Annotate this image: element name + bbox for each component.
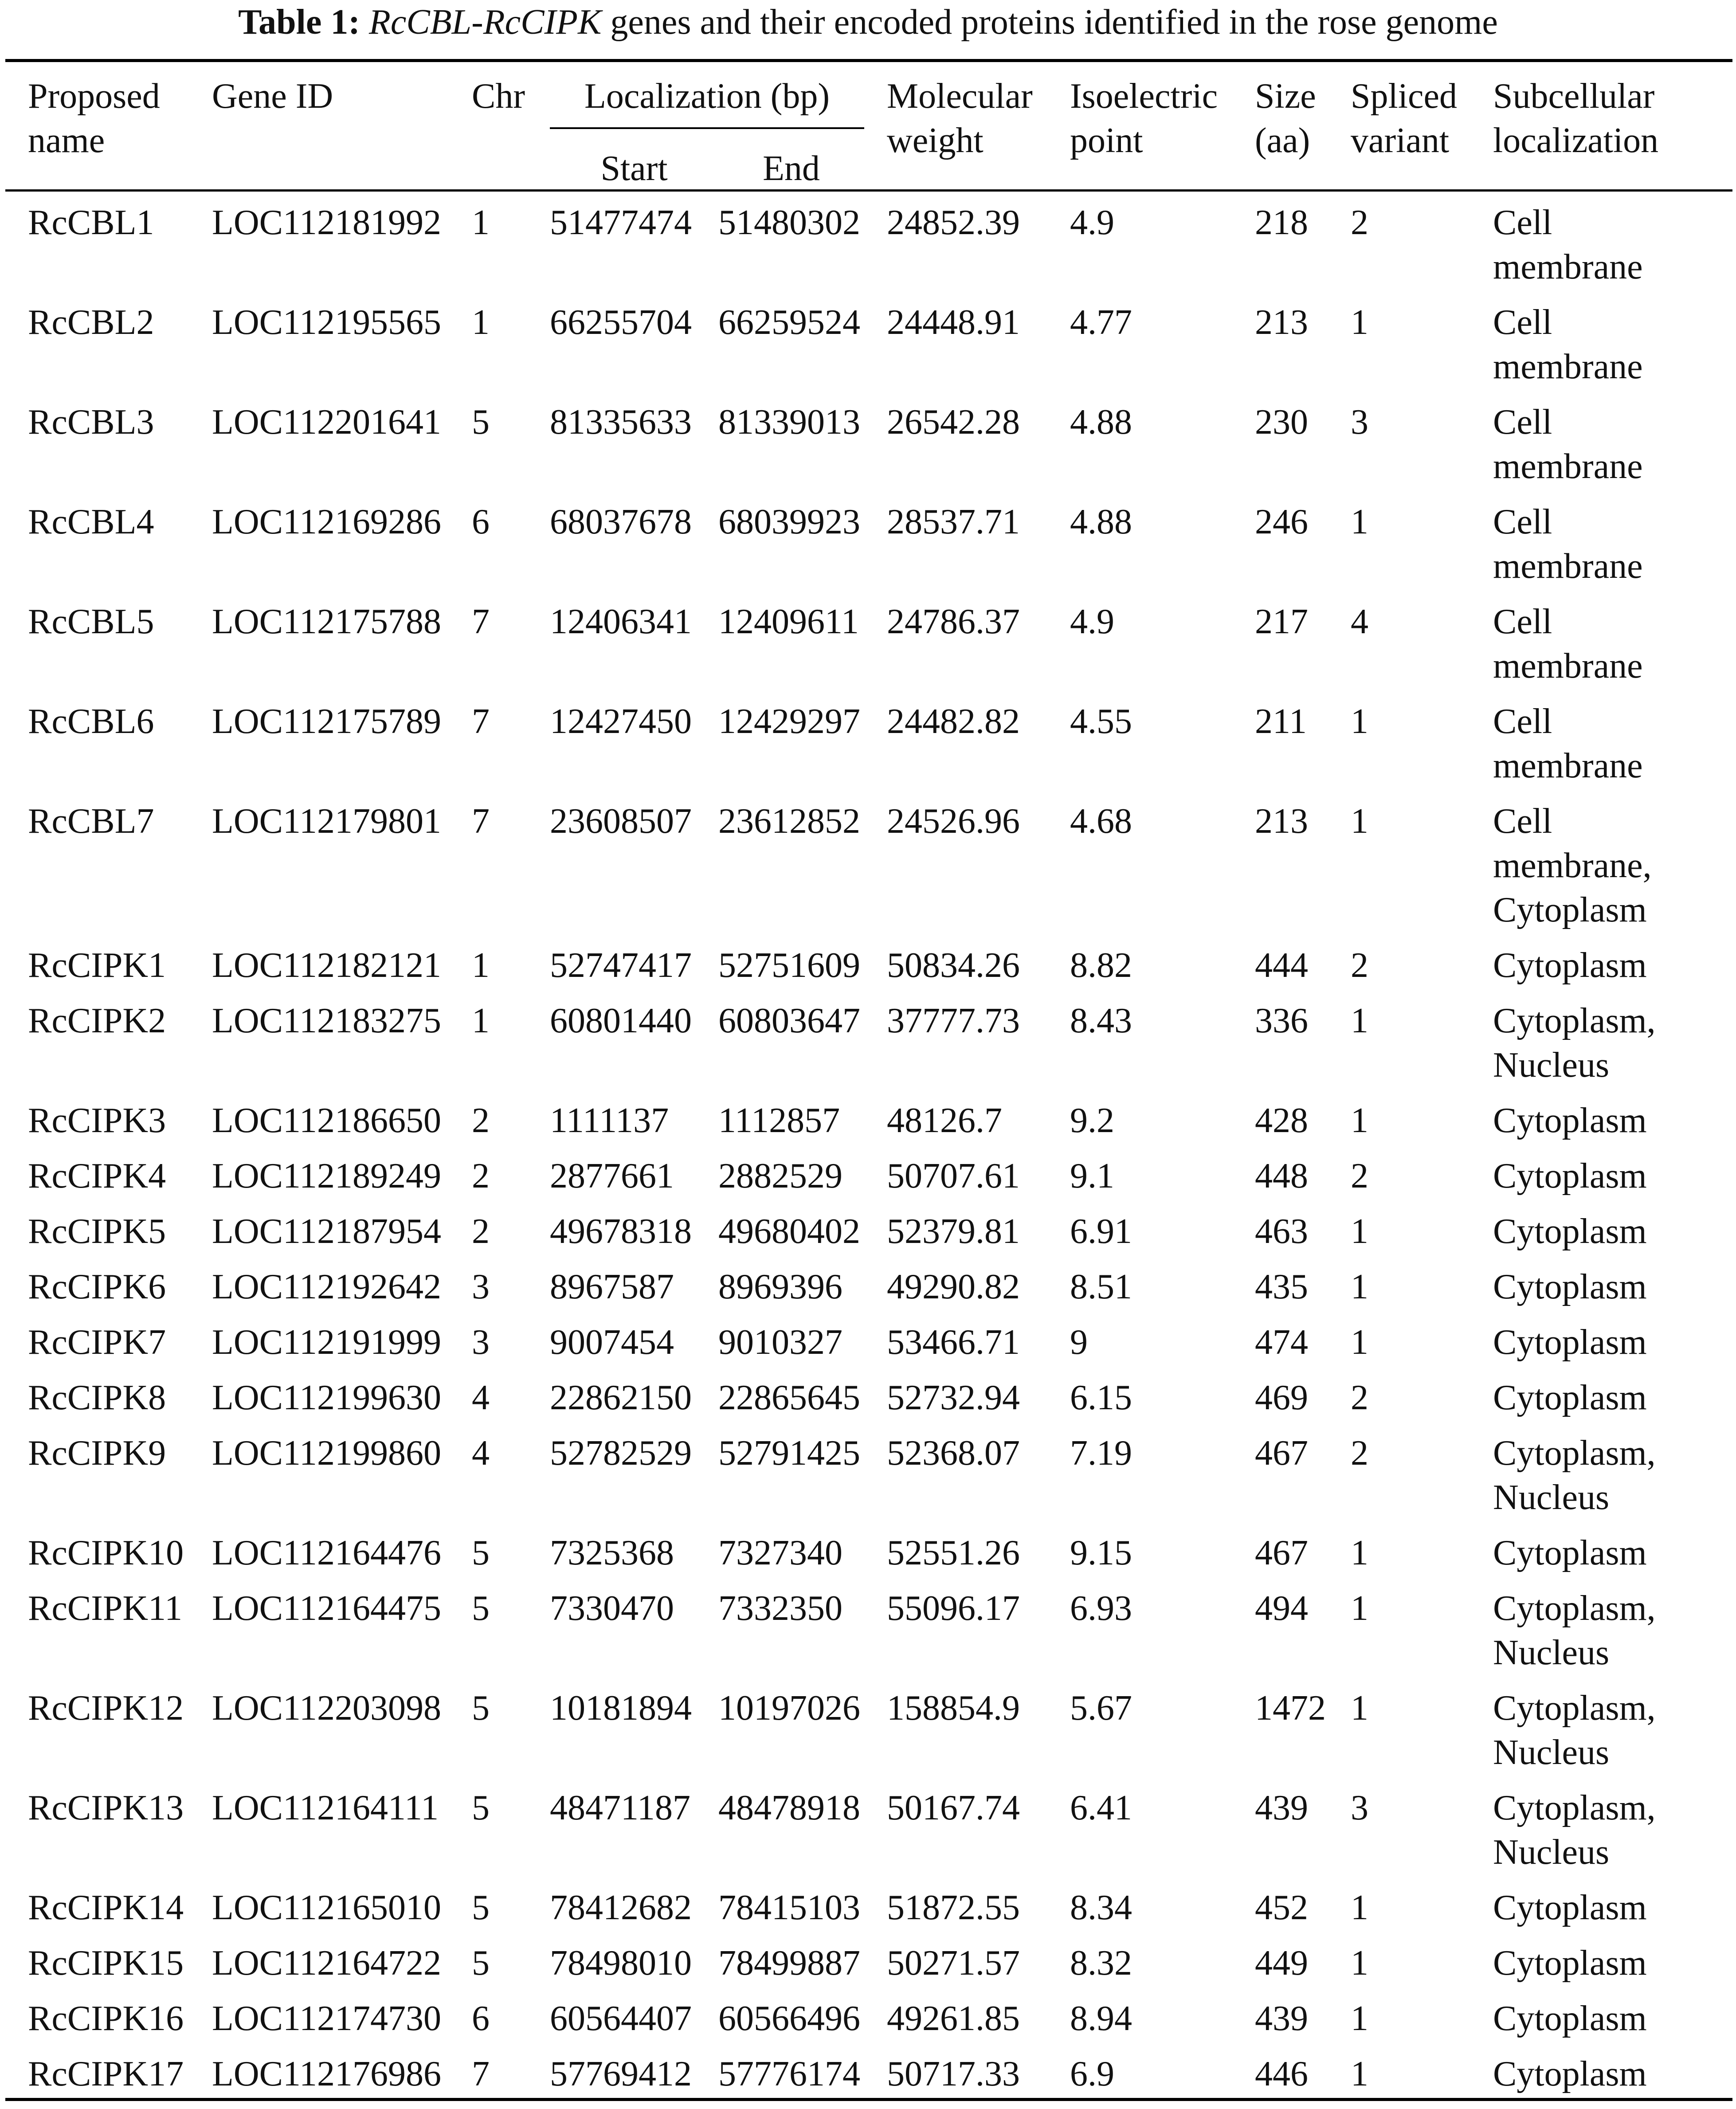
cell-end: 60803647	[718, 1001, 860, 1040]
cell-start: 1111137	[550, 1101, 669, 1140]
cell-gene: LOC112187954	[212, 1212, 442, 1251]
cell-size: 213	[1255, 802, 1308, 841]
cell-mw: 51872.55	[887, 1888, 1020, 1927]
cell-name: RcCIPK4	[28, 1156, 166, 1196]
header-chr: Chr	[472, 77, 525, 116]
header-size-line2: (aa)	[1255, 121, 1310, 160]
cell-size: 494	[1255, 1589, 1308, 1628]
cell-name: RcCIPK13	[28, 1788, 184, 1827]
header-start: Start	[600, 149, 668, 188]
cell-pi: 4.77	[1070, 303, 1132, 342]
cell-name: RcCBL2	[28, 303, 154, 342]
cell-gene: LOC112192642	[212, 1267, 442, 1306]
cell-size: 444	[1255, 946, 1308, 985]
cell-spliced: 1	[1351, 502, 1368, 541]
cell-start: 12406341	[550, 602, 692, 641]
cell-gene: LOC112164475	[212, 1589, 442, 1628]
cell-size: 336	[1255, 1001, 1308, 1040]
cell-spliced: 1	[1351, 1212, 1368, 1251]
cell-gene: LOC112165010	[212, 1888, 442, 1927]
cell-mw: 50707.61	[887, 1156, 1020, 1196]
cell-chr: 7	[472, 702, 490, 741]
header-isoelectric-point	[1070, 74, 1218, 163]
cell-chr: 4	[472, 1378, 490, 1417]
cell-size: 452	[1255, 1888, 1308, 1927]
cell-sub: Cell membrane	[1493, 403, 1643, 486]
cell-gene: LOC112183275	[212, 1001, 442, 1040]
cell-end: 51480302	[718, 203, 860, 242]
cell-spliced: 2	[1351, 203, 1368, 242]
header-size	[1255, 74, 1316, 163]
cell-end: 57776174	[718, 2054, 860, 2093]
cell-mw: 24852.39	[887, 203, 1020, 242]
cell-start: 51477474	[550, 203, 692, 242]
cell-size: 474	[1255, 1323, 1308, 1362]
cell-end: 81339013	[718, 403, 860, 442]
cell-gene: LOC112176986	[212, 2054, 442, 2093]
cell-sub: Cytoplasm	[1493, 1888, 1647, 1927]
cell-gene: LOC112203098	[212, 1689, 442, 1728]
header-name-line2: name	[28, 121, 105, 160]
header-sub-line1: Subcellular	[1493, 77, 1655, 116]
cell-start: 23608507	[550, 802, 692, 841]
cell-end: 48478918	[718, 1788, 860, 1827]
cell-spliced: 1	[1351, 1999, 1368, 2038]
cell-sub: Cell membrane	[1493, 203, 1643, 286]
cell-chr: 4	[472, 1434, 490, 1473]
cell-mw: 50271.57	[887, 1944, 1020, 1983]
cell-gene: LOC112179801	[212, 802, 442, 841]
cell-mw: 55096.17	[887, 1589, 1020, 1628]
cell-size: 467	[1255, 1434, 1308, 1473]
cell-size: 446	[1255, 2054, 1308, 2093]
header-size-line1: Size	[1255, 77, 1316, 116]
cell-pi: 8.82	[1070, 946, 1132, 985]
cell-chr: 2	[472, 1101, 490, 1140]
cell-mw: 48126.7	[887, 1101, 1002, 1140]
cell-pi: 4.88	[1070, 403, 1132, 442]
cell-mw: 53466.71	[887, 1323, 1020, 1362]
header-sub-line2: localization	[1493, 121, 1659, 160]
cell-gene: LOC112181992	[212, 203, 442, 242]
cell-pi: 6.9	[1070, 2054, 1114, 2093]
cell-chr: 6	[472, 1999, 490, 2038]
cell-spliced: 2	[1351, 1156, 1368, 1196]
cell-mw: 50834.26	[887, 946, 1020, 985]
cell-pi: 4.55	[1070, 702, 1132, 741]
cell-name: RcCIPK11	[28, 1589, 183, 1628]
cell-pi: 6.41	[1070, 1788, 1132, 1827]
cell-name: RcCIPK15	[28, 1944, 184, 1983]
cell-spliced: 3	[1351, 403, 1368, 442]
table-caption	[0, 0, 1736, 53]
cell-gene: LOC112164722	[212, 1944, 442, 1983]
cell-mw: 158854.9	[887, 1689, 1020, 1728]
cell-end: 7327340	[718, 1533, 843, 1572]
cell-chr: 6	[472, 502, 490, 541]
cell-end: 68039923	[718, 502, 860, 541]
cell-end: 66259524	[718, 303, 860, 342]
cell-start: 78412682	[550, 1888, 692, 1927]
localization-subrule	[550, 127, 864, 129]
cell-start: 49678318	[550, 1212, 692, 1251]
header-name-line1: Proposed	[28, 77, 160, 116]
cell-chr: 7	[472, 602, 490, 641]
cell-chr: 5	[472, 1689, 490, 1728]
header-pi-line2: point	[1070, 121, 1143, 160]
cell-start: 8967587	[550, 1267, 674, 1306]
cell-chr: 7	[472, 2054, 490, 2093]
header-localization: Localization (bp)	[584, 77, 830, 116]
cell-size: 217	[1255, 602, 1308, 641]
header-mw-line2: weight	[887, 121, 984, 160]
cell-end: 60566496	[718, 1999, 860, 2038]
cell-sub: Cell membrane	[1493, 303, 1643, 386]
cell-size: 213	[1255, 303, 1308, 342]
cell-pi: 9.15	[1070, 1533, 1132, 1572]
cell-pi: 4.9	[1070, 602, 1114, 641]
cell-chr: 5	[472, 1788, 490, 1827]
cell-gene: LOC112164111	[212, 1788, 439, 1827]
cell-size: 435	[1255, 1267, 1308, 1306]
cell-size: 230	[1255, 403, 1308, 442]
cell-mw: 49290.82	[887, 1267, 1020, 1306]
cell-pi: 4.88	[1070, 502, 1132, 541]
cell-start: 12427450	[550, 702, 692, 741]
cell-chr: 1	[472, 203, 490, 242]
cell-pi: 5.67	[1070, 1689, 1132, 1728]
cell-spliced: 1	[1351, 1101, 1368, 1140]
cell-size: 448	[1255, 1156, 1308, 1196]
cell-size: 428	[1255, 1101, 1308, 1140]
header-pi-line1: Isoelectric	[1070, 77, 1218, 116]
cell-pi: 9	[1070, 1323, 1088, 1362]
cell-start: 7330470	[550, 1589, 674, 1628]
cell-sub: Cytoplasm, Nucleus	[1493, 1001, 1656, 1085]
cell-name: RcCIPK1	[28, 946, 166, 985]
header-mw-line1: Molecular	[887, 77, 1033, 116]
cell-mw: 52368.07	[887, 1434, 1020, 1473]
cell-sub: Cytoplasm, Nucleus	[1493, 1434, 1656, 1517]
cell-name: RcCIPK6	[28, 1267, 166, 1306]
cell-gene: LOC112201641	[212, 403, 442, 442]
cell-pi: 7.19	[1070, 1434, 1132, 1473]
header-end: End	[763, 149, 820, 188]
cell-name: RcCBL7	[28, 802, 154, 841]
cell-sub: Cytoplasm	[1493, 1533, 1647, 1572]
cell-gene: LOC112175789	[212, 702, 442, 741]
cell-name: RcCIPK9	[28, 1434, 166, 1473]
cell-sub: Cytoplasm	[1493, 1101, 1647, 1140]
cell-sub: Cytoplasm, Nucleus	[1493, 1788, 1656, 1872]
cell-end: 22865645	[718, 1378, 860, 1417]
cell-mw: 24786.37	[887, 602, 1020, 641]
cell-pi: 9.1	[1070, 1156, 1114, 1196]
cell-spliced: 2	[1351, 1378, 1368, 1417]
cell-pi: 6.91	[1070, 1212, 1132, 1251]
table-bottom-rule	[5, 2098, 1732, 2101]
cell-start: 7325368	[550, 1533, 674, 1572]
cell-end: 12409611	[718, 602, 859, 641]
cell-sub: Cytoplasm	[1493, 1999, 1647, 2038]
cell-end: 12429297	[718, 702, 860, 741]
caption-label: Table 1:	[238, 3, 360, 42]
cell-mw: 24526.96	[887, 802, 1020, 841]
cell-end: 78499887	[718, 1944, 860, 1983]
cell-start: 9007454	[550, 1323, 674, 1362]
cell-sub: Cytoplasm, Nucleus	[1493, 1689, 1656, 1772]
cell-sub: Cytoplasm, Nucleus	[1493, 1589, 1656, 1672]
header-spliced-line1: Spliced	[1351, 77, 1457, 116]
cell-gene: LOC112199860	[212, 1434, 442, 1473]
cell-pi: 4.68	[1070, 802, 1132, 841]
cell-end: 2882529	[718, 1156, 843, 1196]
cell-end: 9010327	[718, 1323, 843, 1362]
cell-spliced: 2	[1351, 946, 1368, 985]
cell-name: RcCIPK2	[28, 1001, 166, 1040]
cell-chr: 5	[472, 1888, 490, 1927]
cell-mw: 26542.28	[887, 403, 1020, 442]
cell-spliced: 1	[1351, 1323, 1368, 1362]
table-top-rule	[5, 59, 1732, 62]
cell-end: 49680402	[718, 1212, 860, 1251]
cell-spliced: 1	[1351, 1267, 1368, 1306]
cell-sub: Cytoplasm	[1493, 1944, 1647, 1983]
cell-sub: Cytoplasm	[1493, 1378, 1647, 1417]
cell-pi: 6.93	[1070, 1589, 1132, 1628]
cell-name: RcCIPK14	[28, 1888, 184, 1927]
cell-chr: 3	[472, 1267, 490, 1306]
cell-start: 10181894	[550, 1689, 692, 1728]
cell-spliced: 1	[1351, 1533, 1368, 1572]
cell-name: RcCBL3	[28, 403, 154, 442]
cell-spliced: 1	[1351, 303, 1368, 342]
cell-sub: Cell membrane	[1493, 602, 1643, 686]
header-molecular-weight	[887, 74, 1033, 163]
cell-mw: 50167.74	[887, 1788, 1020, 1827]
cell-mw: 28537.71	[887, 502, 1020, 541]
cell-chr: 1	[472, 1001, 490, 1040]
cell-size: 439	[1255, 1999, 1308, 2038]
cell-spliced: 3	[1351, 1788, 1368, 1827]
cell-start: 81335633	[550, 403, 692, 442]
cell-start: 66255704	[550, 303, 692, 342]
cell-start: 78498010	[550, 1944, 692, 1983]
cell-sub: Cytoplasm	[1493, 2054, 1647, 2093]
cell-gene: LOC112164476	[212, 1533, 442, 1572]
cell-start: 52782529	[550, 1434, 692, 1473]
cell-size: 246	[1255, 502, 1308, 541]
cell-mw: 52379.81	[887, 1212, 1020, 1251]
cell-spliced: 1	[1351, 1944, 1368, 1983]
cell-gene: LOC112195565	[212, 303, 442, 342]
cell-sub: Cytoplasm	[1493, 946, 1647, 985]
cell-gene: LOC112189249	[212, 1156, 442, 1196]
cell-name: RcCIPK7	[28, 1323, 166, 1362]
cell-name: RcCIPK3	[28, 1101, 166, 1140]
cell-chr: 3	[472, 1323, 490, 1362]
cell-size: 469	[1255, 1378, 1308, 1417]
cell-chr: 2	[472, 1156, 490, 1196]
cell-mw: 24448.91	[887, 303, 1020, 342]
cell-chr: 5	[472, 1589, 490, 1628]
cell-end: 8969396	[718, 1267, 843, 1306]
cell-end: 1112857	[718, 1101, 840, 1140]
cell-spliced: 1	[1351, 802, 1368, 841]
cell-end: 78415103	[718, 1888, 860, 1927]
cell-pi: 8.94	[1070, 1999, 1132, 2038]
cell-end: 7332350	[718, 1589, 843, 1628]
cell-gene: LOC112182121	[212, 946, 442, 985]
cell-sub: Cell membrane, Cytoplasm	[1493, 802, 1652, 929]
cell-sub: Cell membrane	[1493, 702, 1643, 785]
cell-start: 68037678	[550, 502, 692, 541]
cell-pi: 8.32	[1070, 1944, 1132, 1983]
cell-pi: 8.51	[1070, 1267, 1132, 1306]
cell-spliced: 4	[1351, 602, 1368, 641]
cell-spliced: 1	[1351, 1001, 1368, 1040]
cell-name: RcCIPK8	[28, 1378, 166, 1417]
cell-chr: 7	[472, 802, 490, 841]
cell-chr: 5	[472, 1944, 490, 1983]
cell-sub: Cytoplasm	[1493, 1156, 1647, 1196]
table-header-rule	[5, 189, 1732, 192]
cell-sub: Cell membrane	[1493, 502, 1643, 586]
cell-mw: 37777.73	[887, 1001, 1020, 1040]
cell-name: RcCIPK16	[28, 1999, 184, 2038]
cell-end: 23612852	[718, 802, 860, 841]
cell-size: 467	[1255, 1533, 1308, 1572]
cell-chr: 5	[472, 403, 490, 442]
cell-sub: Cytoplasm	[1493, 1267, 1647, 1306]
cell-sub: Cytoplasm	[1493, 1323, 1647, 1362]
cell-start: 60564407	[550, 1999, 692, 2038]
cell-start: 60801440	[550, 1001, 692, 1040]
cell-start: 22862150	[550, 1378, 692, 1417]
cell-gene: LOC112174730	[212, 1999, 442, 2038]
cell-end: 52751609	[718, 946, 860, 985]
cell-mw: 24482.82	[887, 702, 1020, 741]
cell-gene: LOC112169286	[212, 502, 442, 541]
cell-sub: Cytoplasm	[1493, 1212, 1647, 1251]
cell-size: 218	[1255, 203, 1308, 242]
caption-title-italic: RcCBL-RcCIPK	[368, 3, 602, 42]
cell-pi: 9.2	[1070, 1101, 1114, 1140]
cell-spliced: 2	[1351, 1434, 1368, 1473]
cell-spliced: 1	[1351, 2054, 1368, 2093]
cell-name: RcCIPK17	[28, 2054, 184, 2093]
cell-pi: 6.15	[1070, 1378, 1132, 1417]
cell-gene: LOC112175788	[212, 602, 442, 641]
cell-size: 439	[1255, 1788, 1308, 1827]
cell-chr: 2	[472, 1212, 490, 1251]
header-spliced-variant	[1351, 74, 1457, 163]
cell-end: 10197026	[718, 1689, 860, 1728]
cell-name: RcCBL4	[28, 502, 154, 541]
cell-spliced: 1	[1351, 1888, 1368, 1927]
cell-end: 52791425	[718, 1434, 860, 1473]
header-spliced-line2: variant	[1351, 121, 1450, 160]
cell-start: 57769412	[550, 2054, 692, 2093]
cell-gene: LOC112191999	[212, 1323, 442, 1362]
cell-size: 463	[1255, 1212, 1308, 1251]
cell-size: 449	[1255, 1944, 1308, 1983]
header-gene-id: Gene ID	[212, 77, 333, 116]
cell-name: RcCIPK12	[28, 1689, 184, 1728]
cell-pi: 8.43	[1070, 1001, 1132, 1040]
cell-name: RcCIPK10	[28, 1533, 184, 1572]
cell-start: 2877661	[550, 1156, 674, 1196]
cell-size: 211	[1255, 702, 1307, 741]
cell-mw: 49261.85	[887, 1999, 1020, 2038]
cell-spliced: 1	[1351, 1689, 1368, 1728]
cell-start: 52747417	[550, 946, 692, 985]
cell-name: RcCBL6	[28, 702, 154, 741]
cell-mw: 50717.33	[887, 2054, 1020, 2093]
cell-chr: 5	[472, 1533, 490, 1572]
cell-spliced: 1	[1351, 1589, 1368, 1628]
cell-mw: 52732.94	[887, 1378, 1020, 1417]
cell-pi: 8.34	[1070, 1888, 1132, 1927]
cell-gene: LOC112199630	[212, 1378, 442, 1417]
cell-name: RcCBL5	[28, 602, 154, 641]
cell-pi: 4.9	[1070, 203, 1114, 242]
caption-title-rest: genes and their encoded proteins identified in the rose genome	[601, 3, 1498, 42]
cell-spliced: 1	[1351, 702, 1368, 741]
cell-name: RcCBL1	[28, 203, 154, 242]
cell-chr: 1	[472, 946, 490, 985]
cell-name: RcCIPK5	[28, 1212, 166, 1251]
cell-gene: LOC112186650	[212, 1101, 442, 1140]
cell-mw: 52551.26	[887, 1533, 1020, 1572]
header-subcellular-localization	[1493, 74, 1658, 163]
cell-chr: 1	[472, 303, 490, 342]
cell-size: 1472	[1255, 1689, 1326, 1728]
cell-start: 48471187	[550, 1788, 691, 1827]
header-name	[28, 74, 160, 163]
